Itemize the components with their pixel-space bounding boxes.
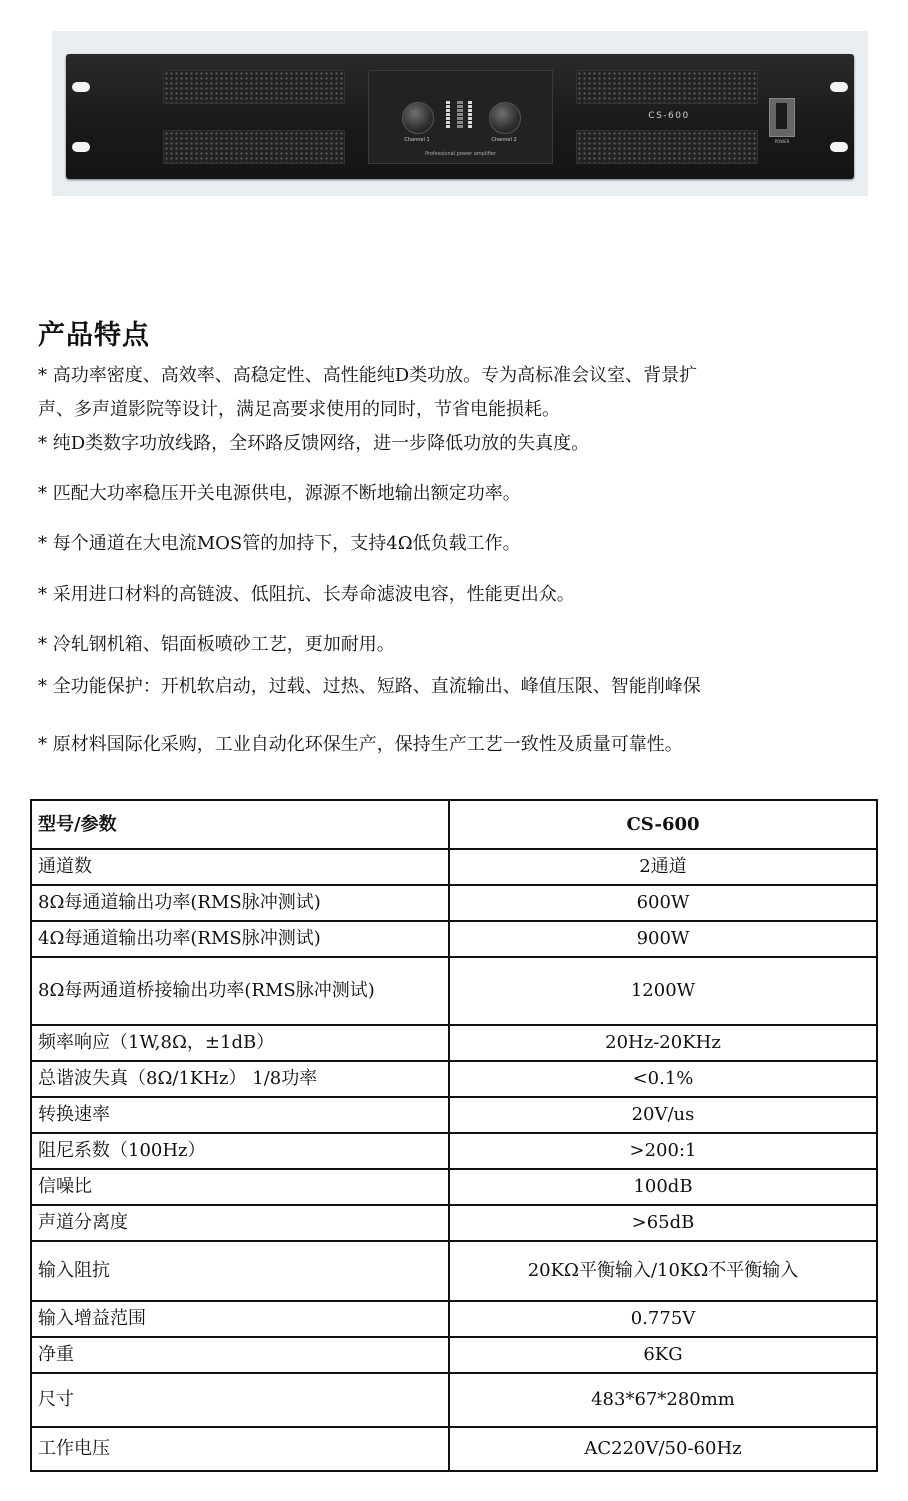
feature-line: * 纯D类数字功放线路，全环路反馈网络，进一步降低功放的失真度。 [38,433,590,454]
table-header-value: CS-600 [449,800,877,849]
vent-grille [576,130,758,164]
table-row [31,921,877,957]
feature-line: * 全功能保护：开机软启动，过载、过热、短路、直流输出、峰值压限、智能削峰保 [38,676,701,697]
amplifier-front-panel [66,54,854,179]
spec-label: 净重 [31,1337,449,1373]
spec-value: 1200W [449,957,877,1025]
spec-value: 6KG [449,1337,877,1373]
spec-value: 100dB [449,1169,877,1205]
spec-value: 600W [449,885,877,921]
table-row [31,1241,877,1301]
spec-value: 483*67*280mm [449,1373,877,1427]
channel1-label: Channel 1 [404,137,430,143]
table-row [31,849,877,885]
table-row [31,1133,877,1169]
table-header-label: 型号/参数 [31,800,449,849]
spec-value: >65dB [449,1205,877,1241]
feature-line: * 高功率密度、高效率、高稳定性、高性能纯D类功放。专为高标准会议室、背景扩 [38,365,698,386]
spec-label: 4Ω每通道输出功率(RMS脉冲测试) [31,921,449,957]
spec-label: 输入阻抗 [31,1241,449,1301]
channel1-volume-knob [402,102,434,134]
feature-line: * 冷轧钢机箱、铝面板喷砂工艺，更加耐用。 [38,634,395,655]
spec-label: 阻尼系数（100Hz） [31,1133,449,1169]
spec-value: AC220V/50-60Hz [449,1427,877,1471]
table-row [31,957,877,1025]
table-header-row [31,800,877,849]
table-row [31,1205,877,1241]
table-row [31,1097,877,1133]
product-image [52,31,868,196]
channel2-label: Channel 2 [491,137,517,143]
spec-label: 8Ω每两通道桥接输出功率(RMS脉冲测试) [31,957,449,1025]
feature-line: * 原材料国际化采购，工业自动化环保生产，保持生产工艺一致性及质量可靠性。 [38,734,683,755]
spec-label: 通道数 [31,849,449,885]
spec-label: 转换速率 [31,1097,449,1133]
channel2-volume-knob [489,102,521,134]
table-row [31,885,877,921]
spec-value: 0.775V [449,1301,877,1337]
spec-label: 工作电压 [31,1427,449,1471]
spec-value: 20Hz-20KHz [449,1025,877,1061]
model-text: CS-600 [648,111,690,121]
spec-label: 信噪比 [31,1169,449,1205]
spec-label: 声道分离度 [31,1205,449,1241]
rack-mount-hole [830,82,848,92]
power-switch [769,98,795,137]
spec-value: 2通道 [449,849,877,885]
spec-label: 输入增益范围 [31,1301,449,1337]
feature-line: * 采用进口材料的高链波、低阻抗、长寿命滤波电容，性能更出众。 [38,584,575,605]
feature-line: 声、多声道影院等设计，满足高要求使用的同时，节省电能损耗。 [38,399,560,420]
table-row [31,1061,877,1097]
control-panel [368,70,553,164]
feature-line: * 匹配大功率稳压开关电源供电，源源不断地输出额定功率。 [38,483,521,504]
rack-mount-hole [72,142,90,152]
table-row [31,1373,877,1427]
spec-label: 总谐波失真（8Ω/1KHz） 1/8功率 [31,1061,449,1097]
spec-value: 20V/us [449,1097,877,1133]
spec-table [30,799,878,1472]
vent-grille [163,70,345,104]
vent-grille [163,130,345,164]
panel-label: Professional power amplifier [425,151,496,157]
table-row [31,1337,877,1373]
spec-value: 900W [449,921,877,957]
feature-line: * 每个通道在大电流MOS管的加持下，支持4Ω低负载工作。 [38,533,521,554]
spec-value: >200:1 [449,1133,877,1169]
power-label: POWER [774,139,790,144]
features-title: 产品特点 [38,320,150,351]
rack-mount-hole [830,142,848,152]
spec-label: 尺寸 [31,1373,449,1427]
spec-value: 20KΩ平衡输入/10KΩ不平衡输入 [449,1241,877,1301]
level-led-meter [446,101,476,137]
table-row [31,1025,877,1061]
spec-value: <0.1% [449,1061,877,1097]
spec-label: 8Ω每通道输出功率(RMS脉冲测试) [31,885,449,921]
table-row [31,1427,877,1471]
spec-label: 频率响应（1W,8Ω，±1dB） [31,1025,449,1061]
rack-mount-hole [72,82,90,92]
table-row [31,1301,877,1337]
table-row [31,1169,877,1205]
vent-grille [576,70,758,104]
